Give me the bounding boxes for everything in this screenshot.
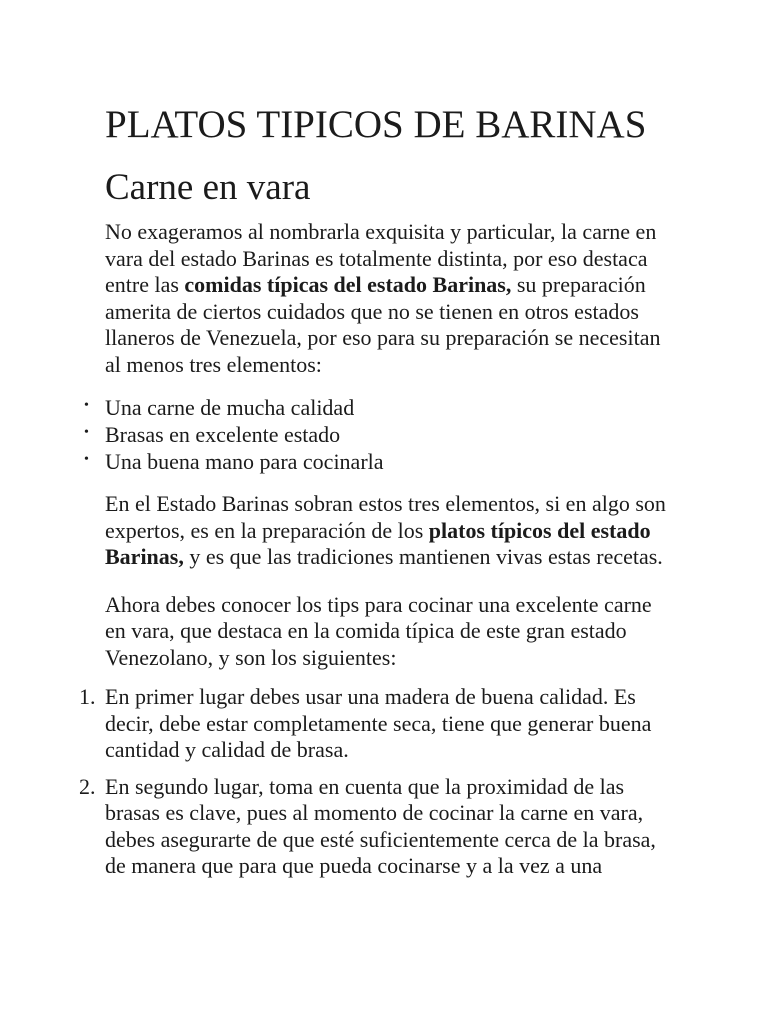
- bullet-icon: •: [84, 398, 89, 413]
- bullet-icon: •: [84, 425, 89, 440]
- numbered-item-text: En primer lugar debes usar una madera de buena calidad. Es decir, debe estar completamente seca, tiene que generar buena cantidad y calidad de brasa.: [105, 684, 652, 762]
- document-title: PLATOS TIPICOS DE BARINAS: [105, 103, 647, 146]
- section-heading: Carne en vara: [105, 167, 311, 208]
- numbered-item: [79, 684, 668, 764]
- numbered-list: [79, 684, 668, 880]
- bullet-icon: •: [84, 452, 89, 467]
- list-item: [84, 421, 668, 448]
- list-item-text: Brasas en excelente estado: [105, 422, 341, 447]
- elements-text-pre: En el Estado Barinas sobran estos tres elementos, si en algo son expertos, es en la preparación de los: [105, 491, 666, 543]
- numbered-item-text: En segundo lugar, toma en cuenta que la proximidad de las brasas es clave, pues al momento de cocinar la carne en vara, debes asegurarte de que esté suficientemente cerca de la brasa, de manera que para que pueda cocinarse y a la vez a una: [105, 773, 656, 878]
- elements-paragraph: [105, 491, 668, 571]
- item-number: 2.: [79, 773, 96, 799]
- tips-paragraph: Ahora debes conocer los tips para cocinar una excelente carne en vara, que destaca en la comida típica de este gran estado Venezolano, y son los siguientes:: [105, 591, 652, 670]
- elements-bold-phrase: platos típicos del estado Barinas,: [105, 517, 651, 569]
- list-item-text: Una buena mano para cocinarla: [105, 449, 384, 474]
- intro-text-post: su preparación amerita de ciertos cuidados que no se tienen en otros estados llaneros de Venezuela, por eso para su preparación se necesitan al menos tres elementos:: [105, 272, 661, 377]
- elements-text-post: y es que las tradiciones mantienen vivas estas recetas.: [183, 544, 663, 569]
- intro-text-pre: No exageramos al nombrarla exquisita y particular, la carne en vara del estado Barinas es totalmente distinta, por eso destaca entre las: [105, 219, 657, 297]
- list-item: [84, 448, 668, 475]
- bullet-list: [84, 394, 668, 475]
- list-item: [84, 394, 668, 421]
- numbered-item: [79, 773, 668, 880]
- list-item-text: Una carne de mucha calidad: [105, 395, 355, 420]
- intro-paragraph: [105, 219, 668, 378]
- item-number: 1.: [79, 684, 96, 709]
- intro-bold-phrase: comidas típicas del estado Barinas,: [184, 272, 512, 297]
